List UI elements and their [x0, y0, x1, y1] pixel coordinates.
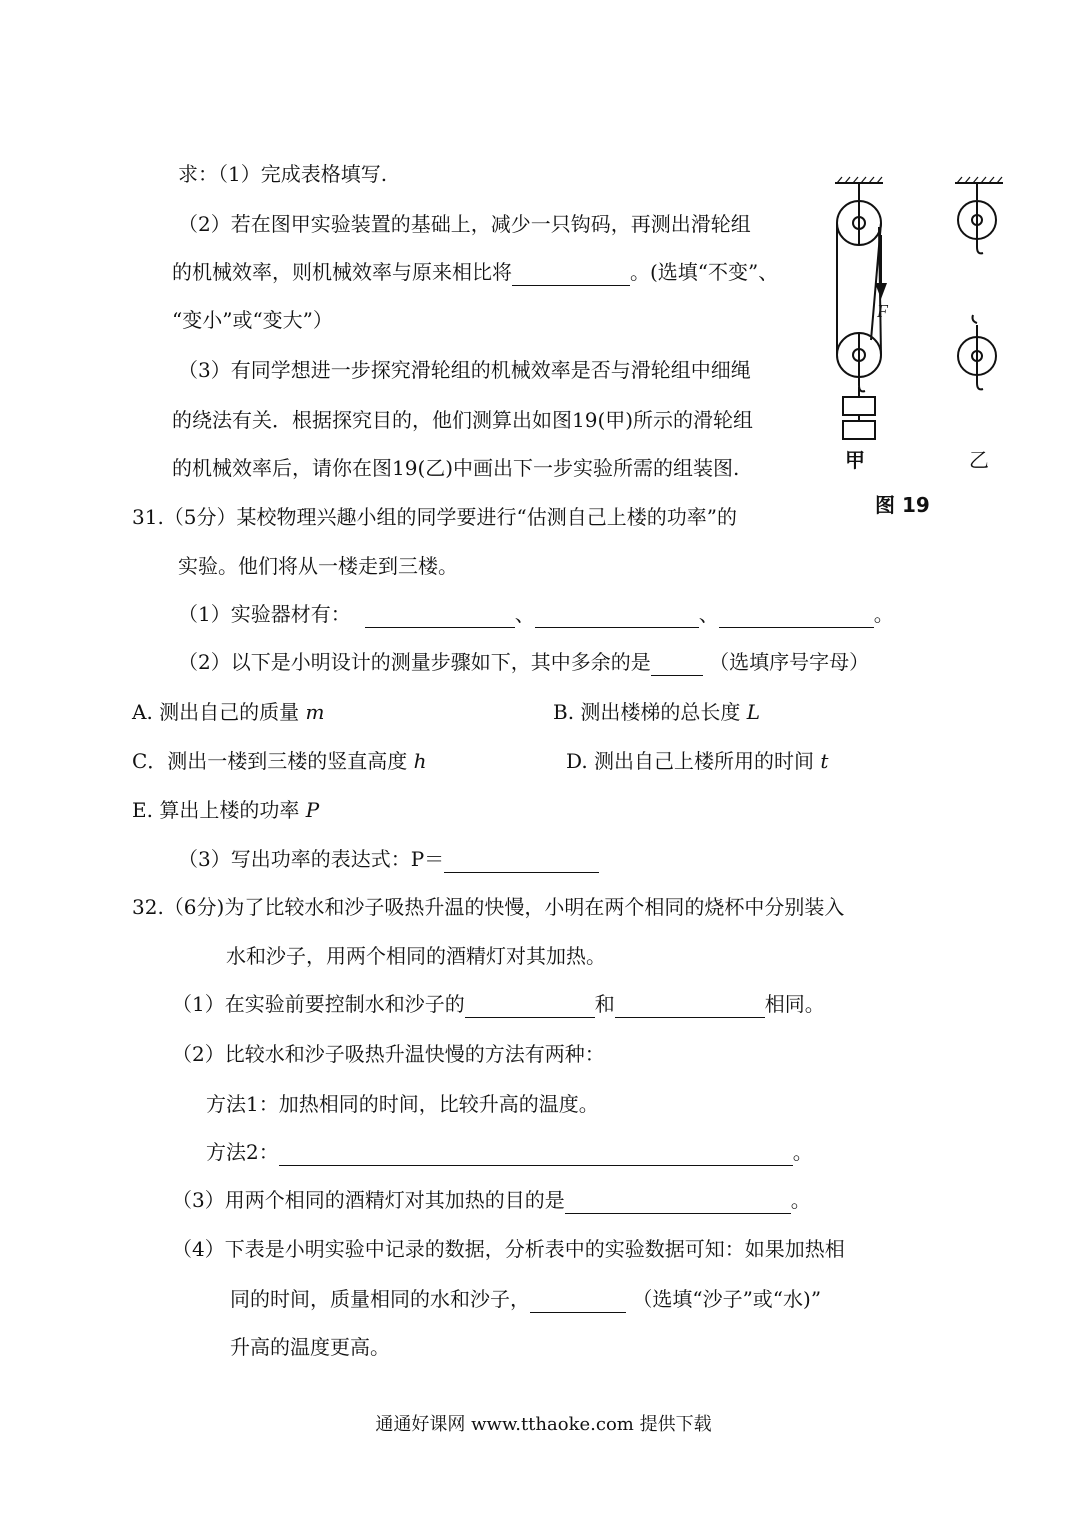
separator: 、 — [698, 602, 719, 626]
answer-blank[interactable] — [444, 850, 599, 873]
q30-part2-line2 — [172, 258, 778, 286]
answer-blank[interactable] — [615, 995, 765, 1018]
figure-label-yi: 乙 — [969, 448, 989, 472]
q31-heading-line2: 实验。他们将从一楼走到三楼。 — [178, 554, 458, 578]
q32-heading: 32.（6分)为了比较水和沙子吸热升温的快慢，小明在两个相同的烧杯中分别装入 — [132, 895, 845, 919]
separator: 、 — [514, 602, 535, 626]
answer-blank[interactable] — [565, 1191, 791, 1214]
option-c: C．测出一楼到三楼的竖直高度 h — [132, 749, 427, 773]
q31-part3 — [178, 845, 599, 873]
figure-caption: 图 19 — [875, 493, 930, 517]
answer-blank[interactable] — [651, 653, 703, 676]
q30-part2-text: 的机械效率，则机械效率与原来相比将 — [172, 260, 512, 284]
force-label: F — [877, 301, 888, 321]
q31-part2-tail: （选填序号字母） — [709, 650, 870, 674]
method-2: 方法2： 。 — [206, 1140, 813, 1164]
q32-part1: （1）在实验前要控制水和沙子的 和 相同。 — [172, 992, 825, 1016]
period: 。 — [873, 602, 894, 626]
q30-part2-tail: 。(选填“不变”、 — [630, 260, 779, 284]
q32-part2: （2）比较水和沙子吸热升温快慢的方法有两种： — [172, 1042, 605, 1066]
q32-part4-line1: （4）下表是小明实验中记录的数据，分析表中的实验数据可知：如果加热相 — [172, 1237, 845, 1261]
pulley-yi-diagram — [955, 177, 1003, 389]
q30-ask: 求：（1）完成表格填写. — [178, 162, 388, 186]
q32-part3: （3）用两个相同的酒精灯对其加热的目的是 。 — [172, 1188, 811, 1212]
q30-part3-line3: 的机械效率后，请你在图19(乙)中画出下一步实验所需的组装图. — [172, 456, 740, 480]
q31-part1-text: （1）实验器材有： — [178, 602, 351, 626]
pulley-figure — [815, 175, 1025, 520]
page-footer: 通通好课网 www.tthaoke.com 提供下载 — [375, 1414, 712, 1435]
q30-part3-line2: 的绕法有关．根据探究目的，他们测算出如图19(甲)所示的滑轮组 — [172, 408, 754, 432]
answer-blank[interactable] — [365, 605, 515, 628]
option-d: D. 测出自己上楼所用的时间 t — [566, 749, 829, 773]
q31-part2 — [178, 648, 869, 676]
answer-blank[interactable] — [465, 995, 595, 1018]
figure-label-jia: 甲 — [845, 448, 865, 472]
answer-blank[interactable] — [512, 263, 630, 286]
q32-heading-line2: 水和沙子，用两个相同的酒精灯对其加热。 — [226, 944, 606, 968]
answer-blank[interactable] — [279, 1143, 793, 1166]
q31-part2-text: （2）以下是小明设计的测量步骤如下，其中多余的是 — [178, 650, 651, 674]
answer-blank[interactable] — [530, 1290, 626, 1313]
q31-heading: 31.（5分）某校物理兴趣小组的同学要进行“估测自己上楼的功率”的 — [132, 505, 737, 529]
option-a: A. 测出自己的质量 m — [132, 700, 325, 724]
option-b: B. 测出楼梯的总长度 L — [553, 700, 761, 724]
q31-part3-text: （3）写出功率的表达式：P＝ — [178, 847, 445, 871]
q32-part4-line2: 同的时间，质量相同的水和沙子， （选填“沙子”或“水)” — [230, 1287, 822, 1311]
q30-part3-line1: （3）有同学想进一步探究滑轮组的机械效率是否与滑轮组中细绳 — [178, 358, 751, 382]
q30-part2-line1: （2）若在图甲实验装置的基础上，减少一只钩码，再测出滑轮组 — [178, 212, 751, 236]
q31-part1 — [178, 600, 894, 628]
answer-blank[interactable] — [535, 605, 699, 628]
method-1: 方法1：加热相同的时间，比较升高的温度。 — [206, 1092, 599, 1116]
q32-part4-line3: 升高的温度更高。 — [230, 1335, 390, 1359]
answer-blank[interactable] — [719, 605, 874, 628]
option-e: E. 算出上楼的功率 P — [132, 798, 320, 822]
q30-part2-line3: “变小”或“变大”） — [172, 308, 333, 332]
